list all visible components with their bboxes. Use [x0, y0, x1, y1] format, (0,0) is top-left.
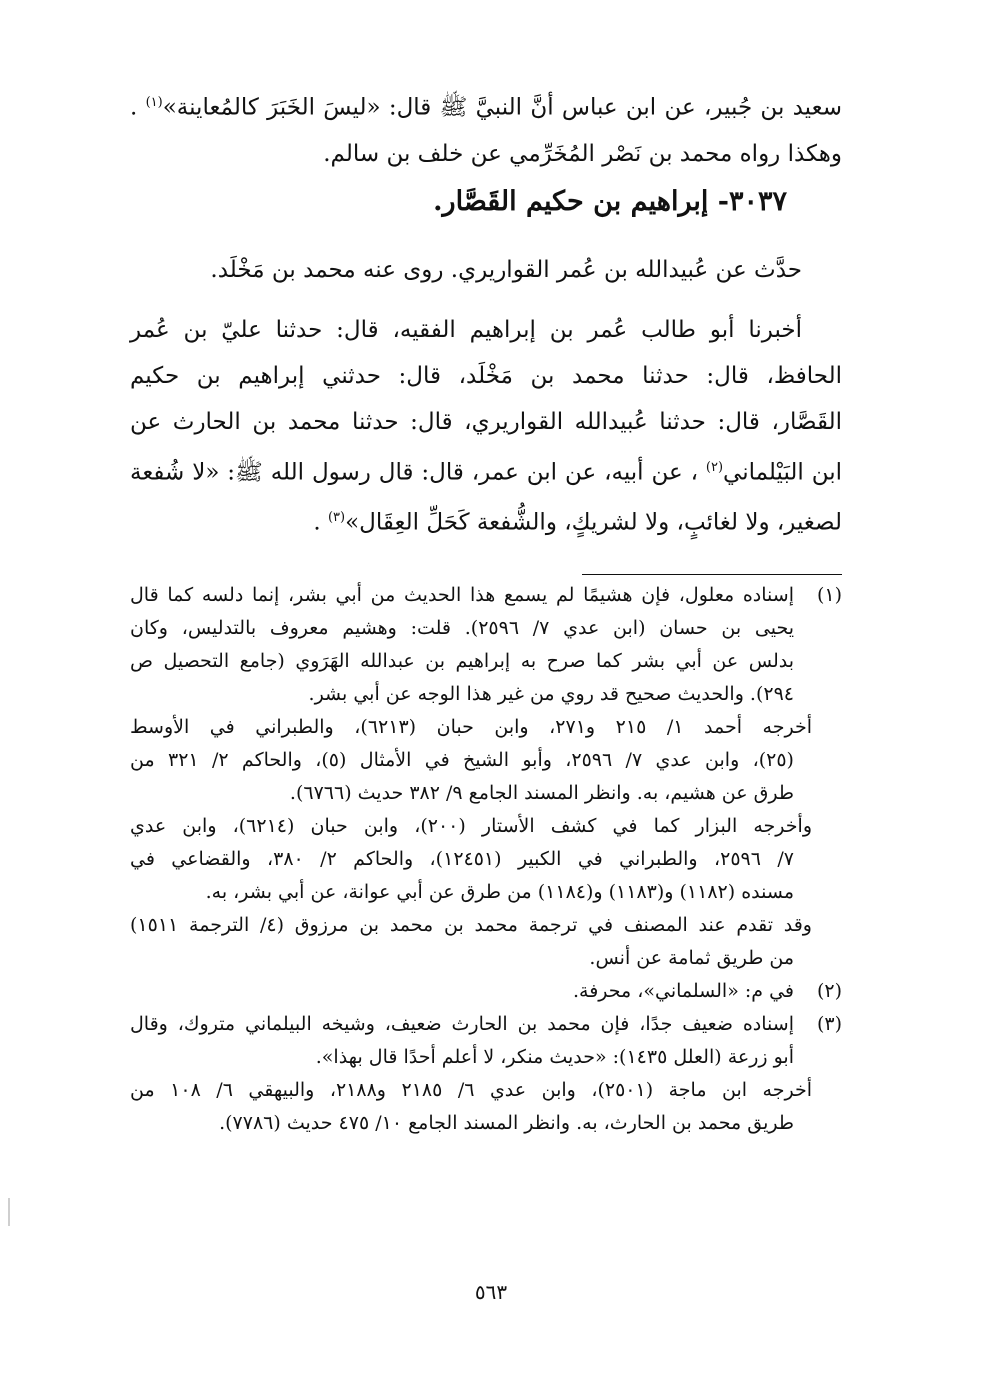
footnote-ref[interactable]: (١) [145, 95, 163, 110]
footnote-line: طرق عن هشيم، به. وانظر المسند الجامع ٩/ ٣٨٢ حديث (٦٧٦٦). [289, 782, 794, 804]
bio-line: حدَّث عن عُبيدالله بن عُمر القواريري. روى عنه محمد بن مَخْلَد. [210, 256, 802, 283]
text-line: سعيد بن جُبير، عن ابن عباس أنَّ النبيَّ ﷺ قال: «ليسَ الخَبَرَ كالمُعاينة»$^{(١)}$ . [130, 94, 842, 121]
text-line: لصغير، ولا لغائبٍ، ولا لشريكٍ، والشُّفعة كَحَلِّ العِقَال»$^{(٣)}$ . [313, 509, 842, 536]
page-number: ٥٦٣ [474, 1280, 508, 1304]
text-line: القَصَّار، قال: حدثنا عُبيدالله القواريري، قال: حدثنا محمد بن الحارث عن [130, 408, 842, 435]
footnote-line: يحيى بن حسان (ابن عدي ٧/ ٢٥٩٦). قلت: وهشيم معروف بالتدليس، وكان [130, 617, 794, 639]
footnote-number: (٢) [816, 980, 842, 1002]
footnote-line: طريق محمد بن الحارث، به. وانظر المسند الجامع ١٠/ ٤٧٥ حديث (٧٧٨٦). [219, 1112, 794, 1134]
footnote-line: أبو زرعة (العلل ١٤٣٥): «حديث منكر، لا أعلم أحدًا قال بهذا». [315, 1046, 794, 1068]
footnote-ref[interactable]: (٢) [705, 459, 724, 475]
footnotes [130, 582, 842, 1143]
text-line: أخبرنا أبو طالب عُمر بن إبراهيم الفقيه، قال: حدثنا عليّ بن عُمر [130, 316, 802, 343]
footnote-line: ٢٩٤). والحديث صحيح قد روي من غير هذا الوجه عن أبي بشر. [308, 683, 794, 705]
text-line: ابن البَيْلماني$^{(٢)}$ ، عن أبيه، عن ابن عمر، قال: قال رسول الله ﷺ: «لا شُفعة [130, 459, 842, 486]
footnote-line: وأخرجه البزار كما في كشف الأستار (٢٠٠)، وابن حبان (٦٢١٤)، وابن عدي [130, 815, 812, 837]
footnote-ref[interactable]: (٣) [327, 510, 346, 526]
footnote-line: أخرجه أحمد ١/ ٢١٥ و٢٧١، وابن حبان (٦٢١٣)، والطبراني في الأوسط [130, 716, 812, 738]
footnote-line: بدلس عن أبي بشر كما صرح به إبراهيم بن عبدالله الهَرَوي (جامع التحصيل ص [130, 650, 794, 672]
footnote-line: (١) إسناده معلول، فإن هشيمًا لم يسمع هذا الحديث من أبي بشر، إنما دلسه كما قال [130, 584, 842, 606]
footnote-line: ٧/ ٢٥٩٦، والطبراني في الكبير (١٢٤٥١)، والحاكم ٢/ ٣٨٠، والقضاعي في [130, 848, 794, 870]
footnote-line: (٣) إسناده ضعيف جدًا، فإن محمد بن الحارث ضعيف، وشيخه البيلماني متروك، وقال [130, 1013, 842, 1035]
text-line: الحافظ، قال: حدثنا محمد بن مَخْلَد، قال: حدثني إبراهيم بن حكيم [130, 362, 842, 389]
main-text [130, 88, 842, 554]
scan-margin-mark [8, 1198, 10, 1226]
footnote-line: مسنده (١١٨٢) و(١١٨٣) و(١١٨٤) من طرق عن أبي عوانة، عن أبي بشر، به. [205, 881, 794, 903]
footnote-divider [582, 574, 842, 575]
entry-heading: ٣٠٣٧- إبراهيم بن حكيم القَصَّار. [433, 185, 787, 217]
footnote-line: من طريق ثمامة عن أنس. [589, 947, 794, 969]
footnote-line: أخرجه ابن ماجة (٢٥٠١)، وابن عدي ٦/ ٢١٨٥ و٢١٨٨، والبيهقي ٦/ ١٠٨ من [130, 1079, 812, 1101]
footnote-line: وقد تقدم عند المصنف في ترجمة محمد بن محمد بن مرزوق (٤/ الترجمة ١٥١١) [130, 914, 812, 936]
footnote-line: (٢٥)، وابن عدي ٧/ ٢٥٩٦، وأبو الشيخ في الأمثال (٥)، والحاكم ٢/ ٣٢١ من [130, 749, 794, 771]
text-line: وهكذا رواه محمد بن نَصْر المُخَرِّمي عن خلف بن سالم. [323, 140, 842, 167]
footnote-line: (٢) في م: «السلماني»، محرفة. [572, 980, 842, 1002]
footnote-number: (١) [816, 584, 842, 606]
footnote-number: (٣) [816, 1013, 842, 1035]
